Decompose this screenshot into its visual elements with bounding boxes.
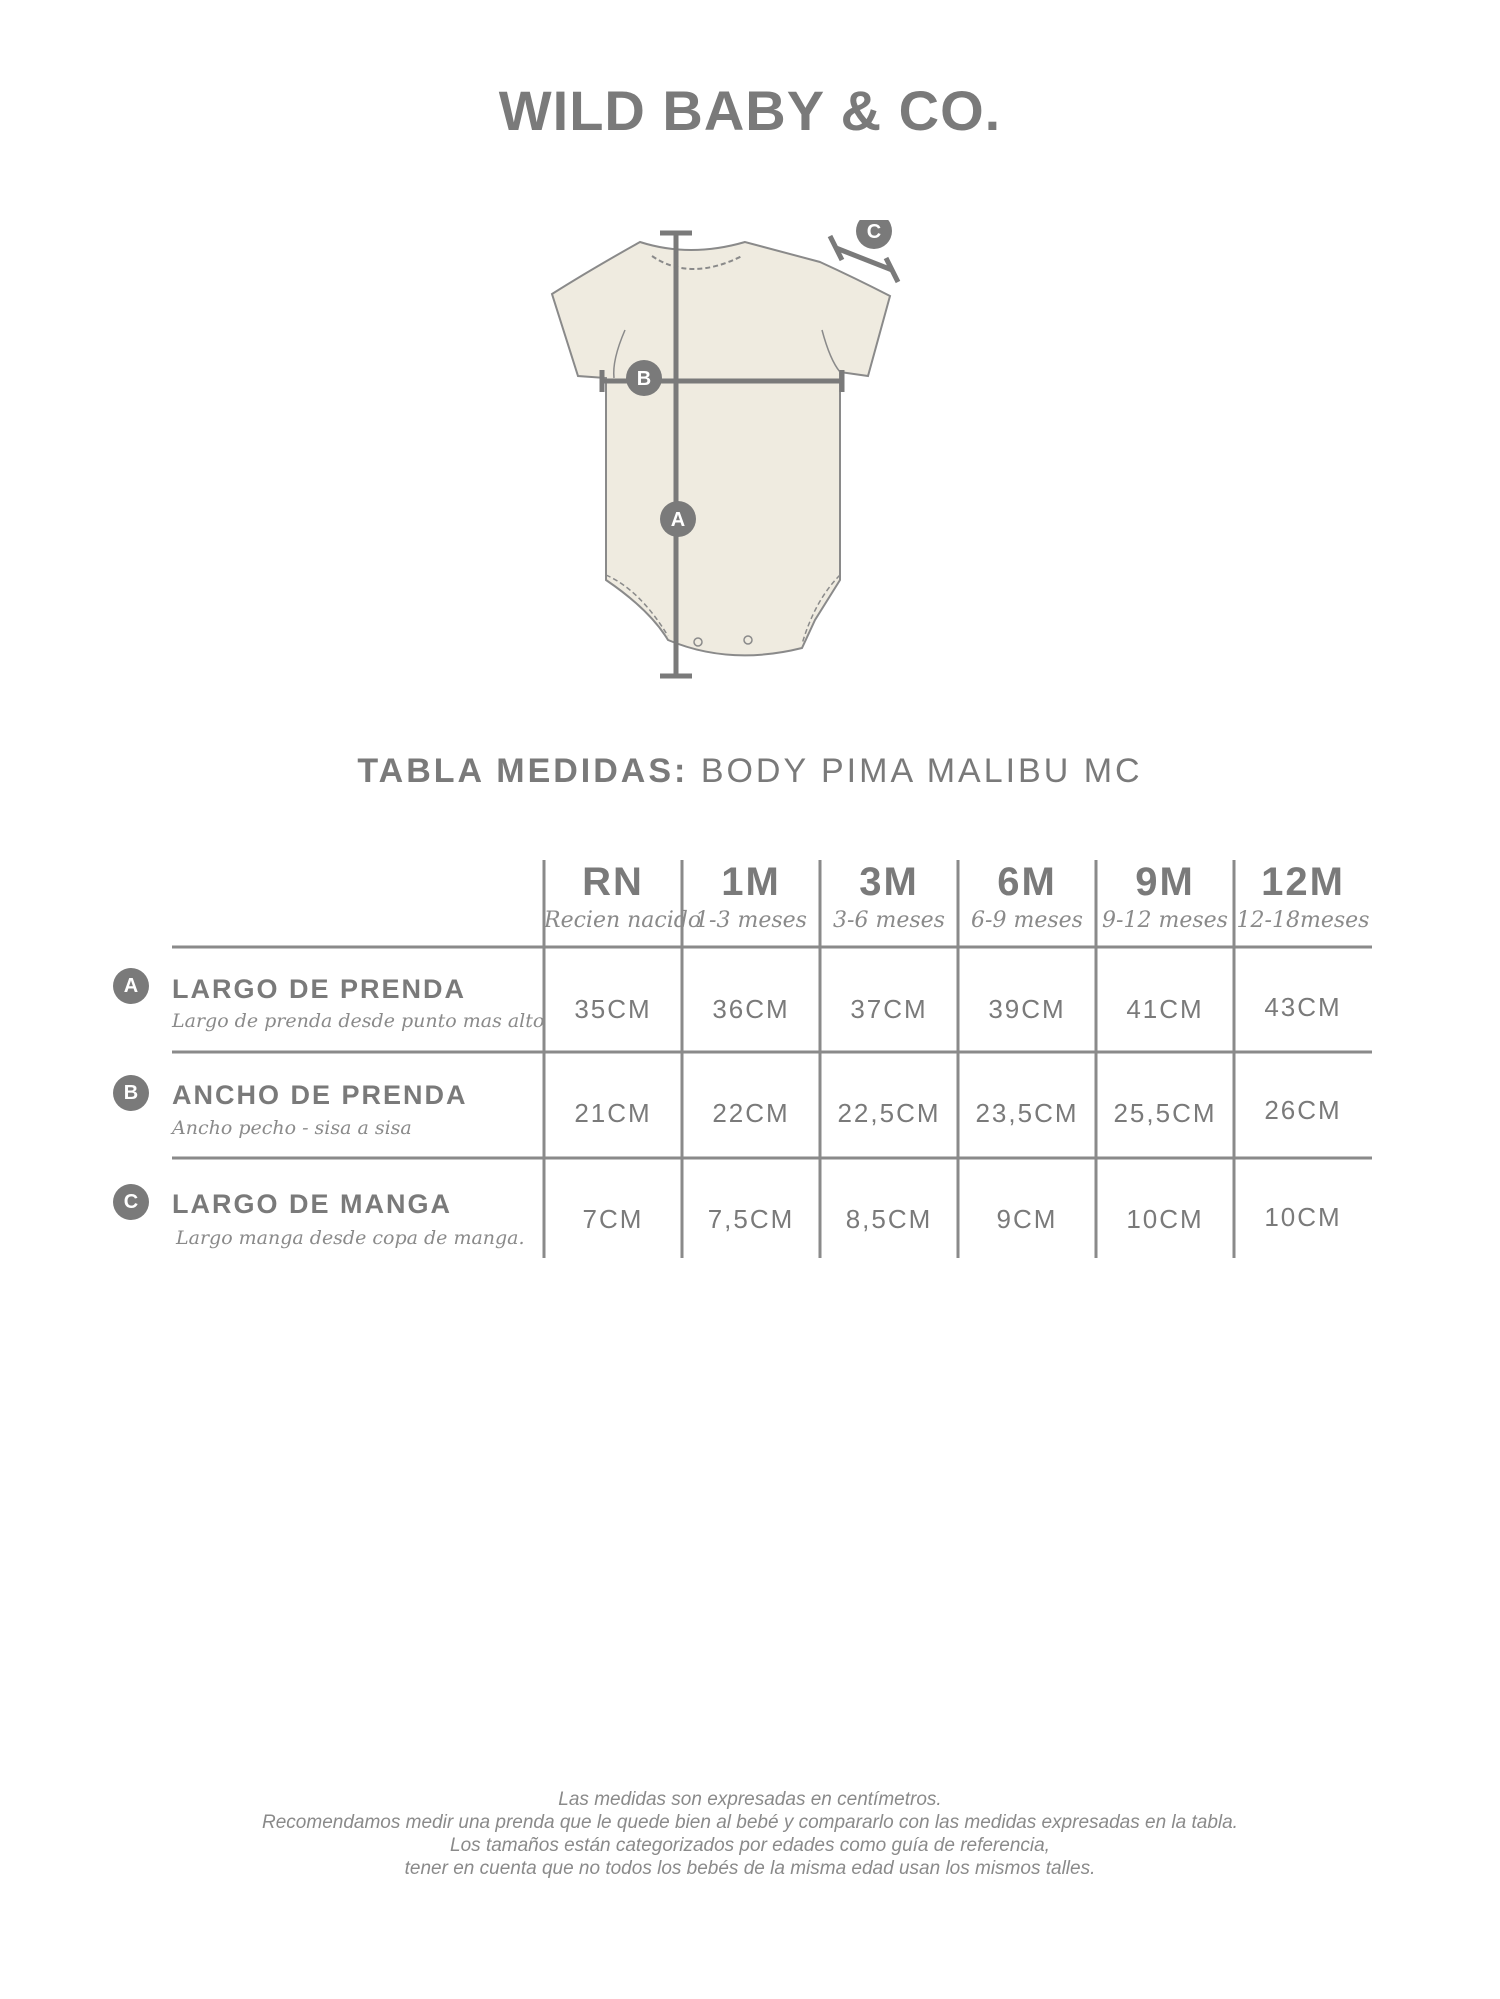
row-badge-b: B bbox=[113, 1075, 149, 1111]
row-desc-ancho-prenda: Ancho pecho - sisa a sisa bbox=[172, 1117, 412, 1139]
table-cell: 25,5CM bbox=[1113, 1098, 1217, 1128]
table-cell: 7,5CM bbox=[707, 1204, 795, 1234]
brand-title: WILD BABY & CO. bbox=[498, 79, 1002, 142]
col-head-rn bbox=[544, 858, 702, 936]
table-cell: 22CM bbox=[712, 1098, 790, 1128]
col-size: 6M bbox=[997, 860, 1057, 904]
table-title-bold: TABLA MEDIDAS: bbox=[357, 752, 689, 790]
col-size: 1M bbox=[721, 860, 781, 904]
table-cell: 36CM bbox=[712, 994, 790, 1024]
col-head-9m bbox=[1096, 858, 1234, 936]
measure-c-label: C bbox=[866, 221, 882, 243]
row-badge-c: C bbox=[113, 1184, 149, 1220]
table-cell: 7CM bbox=[582, 1204, 644, 1234]
table-title-light: BODY PIMA MALIBU MC bbox=[700, 752, 1143, 790]
row-desc-largo-manga: Largo manga desde copa de manga. bbox=[176, 1227, 525, 1249]
col-size: RN bbox=[582, 860, 644, 904]
footer-line: tener en cuenta que no todos los bebés de la misma edad usan los mismos talles. bbox=[404, 1858, 1096, 1879]
table-cell: 35CM bbox=[574, 994, 652, 1024]
measure-a-label: A bbox=[670, 509, 686, 531]
table-cell: 39CM bbox=[988, 994, 1066, 1024]
col-head-6m bbox=[958, 858, 1096, 936]
footer-line: Recomendamos medir una prenda que le quede bien al bebé y compararlo con las medidas expresadas en la tabla. bbox=[262, 1812, 1238, 1833]
col-head-12m bbox=[1234, 858, 1372, 936]
bodysuit-illustration bbox=[540, 220, 920, 700]
col-age: 9-12 meses bbox=[1102, 908, 1228, 933]
col-age: 12-18meses bbox=[1236, 908, 1370, 933]
table-cell: 10CM bbox=[1126, 1204, 1204, 1234]
col-head-3m bbox=[820, 858, 958, 936]
col-age: Recien nacido bbox=[544, 908, 702, 933]
table-title bbox=[0, 752, 1500, 791]
measure-b-label: B bbox=[636, 368, 652, 390]
row-title-largo-prenda: LARGO DE PRENDA bbox=[172, 974, 467, 1004]
col-size: 9M bbox=[1135, 860, 1195, 904]
footer-line: Los tamaños están categorizados por edades como guía de referencia, bbox=[450, 1835, 1050, 1856]
row-title-ancho-prenda: ANCHO DE PRENDA bbox=[172, 1080, 468, 1110]
table-cell: 37CM bbox=[850, 994, 928, 1024]
col-size: 12M bbox=[1261, 860, 1345, 904]
table-cell: 9CM bbox=[996, 1204, 1058, 1234]
footer-notes bbox=[0, 1788, 1500, 1880]
footer-line: Las medidas son expresadas en centímetros. bbox=[558, 1789, 942, 1810]
col-age: 1-3 meses bbox=[695, 908, 807, 933]
table-cell: 26CM bbox=[1264, 1095, 1342, 1125]
table-cell: 41CM bbox=[1126, 994, 1204, 1024]
col-age: 3-6 meses bbox=[833, 908, 945, 933]
table-cell: 8,5CM bbox=[845, 1204, 933, 1234]
table-cell: 22,5CM bbox=[837, 1098, 941, 1128]
col-age: 6-9 meses bbox=[971, 908, 1083, 933]
measure-c-line bbox=[836, 248, 892, 270]
row-desc-largo-prenda: Largo de prenda desde punto mas alto bbox=[172, 1010, 545, 1032]
table-cell: 43CM bbox=[1264, 992, 1342, 1022]
table-cell: 23,5CM bbox=[975, 1098, 1079, 1128]
col-head-1m bbox=[682, 858, 820, 936]
bodysuit-shape bbox=[552, 242, 890, 655]
row-title-largo-manga: LARGO DE MANGA bbox=[172, 1189, 452, 1219]
col-size: 3M bbox=[859, 860, 919, 904]
row-badge-a: A bbox=[113, 968, 149, 1004]
table-cell: 21CM bbox=[574, 1098, 652, 1128]
table-cell: 10CM bbox=[1264, 1202, 1342, 1232]
